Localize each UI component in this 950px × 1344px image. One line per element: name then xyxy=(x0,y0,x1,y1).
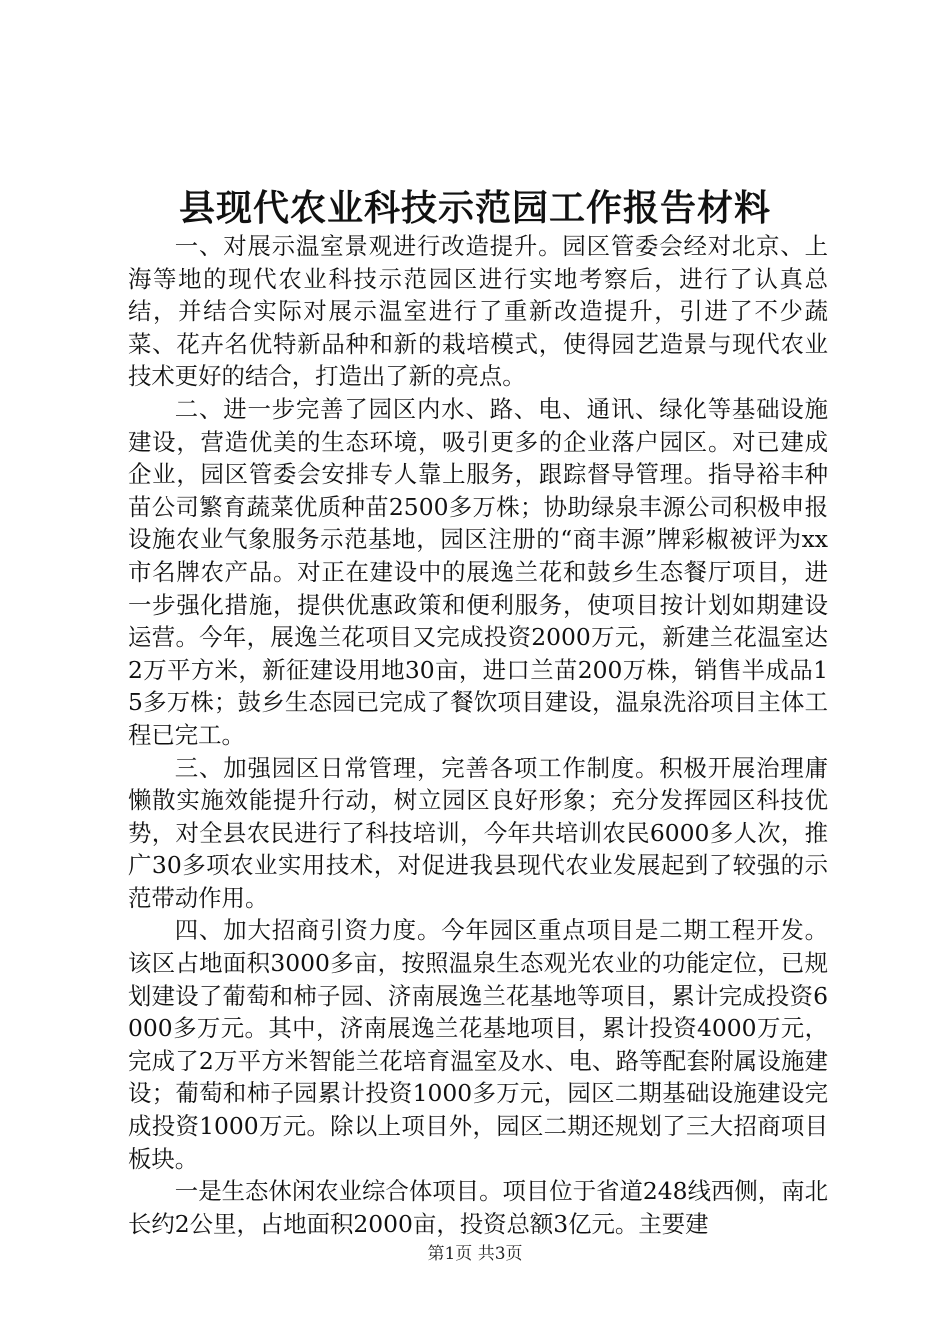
paragraph-2: 二、进一步完善了园区内水、路、电、通讯、绿化等基础设施建设，营造优美的生态环境，吸引更多的企业落户园区。对已建成企业，园区管委会安排专人靠上服务，跟踪督导管理。指导裕丰种苗公司繁育蔬菜优质种苗2500多万株；协助绿泉丰源公司积极申报设施农业气象服务示范基地，园区注册的“商丰源”牌彩椒被评为xx市名牌农产品。对正在建设中的展逸兰花和鼓乡生态餐厅项目，进一步强化措施，提供优惠政策和便利服务，使项目按计划如期建设运营。今年，展逸兰花项目又完成投资2000万元，新建兰花温室达2万平方米，新征建设用地30亩，进口兰苗200万株，销售半成品15多万株；鼓乡生态园已完成了餐饮项目建设，温泉洗浴项目主体工程已完工。 xyxy=(128,394,828,749)
paragraph-4: 四、加大招商引资力度。今年园区重点项目是二期工程开发。该区占地面积3000多亩，按照温泉生态观光农业的功能定位，已规划建设了葡萄和柿子园、济南展逸兰花基地等项目，累计完成投资6000多万元。其中，济南展逸兰花基地项目，累计投资4000万元，完成了2万平方米智能兰花培育温室及水、电、路等配套附属设施建设；葡萄和柿子园累计投资1000多万元，园区二期基础设施建设完成投资1000万元。除以上项目外，园区二期还规划了三大招商项目板块。 xyxy=(128,916,828,1173)
document-body xyxy=(128,230,828,1240)
paragraph-5: 一是生态休闲农业综合体项目。项目位于省道248线西侧，南北长约2公里，占地面积2000亩，投资总额3亿元。主要建 xyxy=(128,1177,828,1238)
document-title: 县现代农业科技示范园工作报告材料 xyxy=(178,187,771,229)
paragraph-1: 一、对展示温室景观进行改造提升。园区管委会经对北京、上海等地的现代农业科技示范园区进行实地考察后，进行了认真总结，并结合实际对展示温室进行了重新改造提升，引进了不少蔬菜、花卉名优特新品种和新的栽培模式，使得园艺造景与现代农业技术更好的结合，打造出了新的亮点。 xyxy=(128,232,828,391)
page-number-footer: 第1页 共3页 xyxy=(427,1244,523,1264)
paragraph-3: 三、加强园区日常管理，完善各项工作制度。积极开展治理庸懒散实施效能提升行动，树立园区良好形象；充分发挥园区科技优势，对全县农民进行了科技培训，今年共培训农民6000多人次，推广30多项农业实用技术，对促进我县现代农业发展起到了较强的示范带动作用。 xyxy=(128,753,828,912)
